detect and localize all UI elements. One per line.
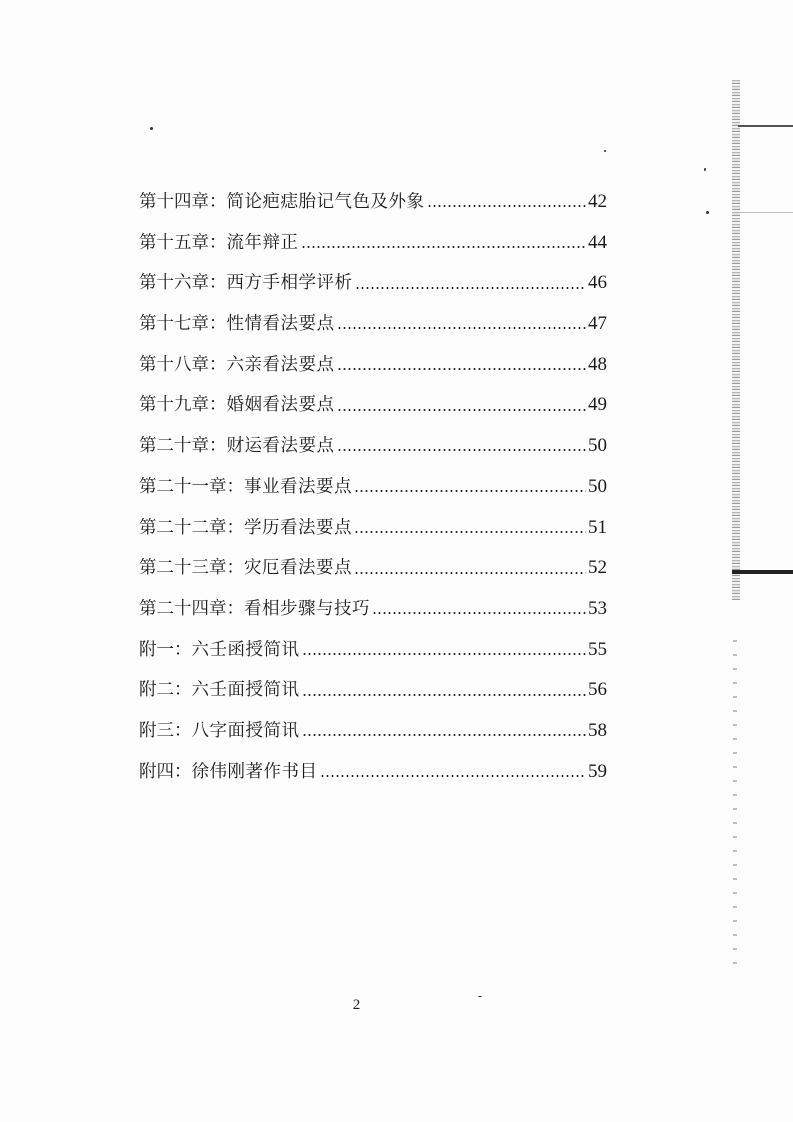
toc-entry (139, 548, 607, 589)
table-of-contents (139, 182, 607, 792)
toc-entry-title: 事业看法要点 (244, 476, 352, 497)
toc-entry-title: 简论疤痣胎记气色及外象 (226, 192, 425, 212)
toc-entry-label: 第二十一章： (139, 476, 244, 497)
scan-speck (704, 168, 706, 171)
toc-entry-title: 六壬面授简讯 (191, 680, 300, 701)
toc-entry (139, 711, 607, 752)
toc-entry (139, 630, 607, 671)
toc-entry (139, 304, 607, 345)
toc-entry (139, 426, 607, 467)
toc-dot-leader (302, 734, 587, 736)
toc-entry-label: 附一： (139, 639, 192, 660)
toc-entry-label: 附三： (139, 720, 192, 741)
toc-entry-title: 徐伟刚著作书目 (191, 761, 318, 782)
toc-dot-leader (302, 694, 587, 696)
toc-entry-page: 46 (588, 272, 607, 294)
toc-entry-title: 六壬函授简讯 (191, 639, 300, 660)
toc-entry (139, 263, 607, 304)
toc-entry-label: 第十七章： (139, 314, 227, 335)
toc-entry-label: 第十九章： (139, 395, 227, 416)
toc-entry-title: 六亲看法要点 (226, 354, 335, 375)
toc-dot-leader (355, 287, 587, 289)
toc-entry-label: 第十五章： (139, 232, 227, 253)
toc-entry (139, 223, 607, 264)
toc-entry (139, 385, 607, 426)
toc-entry-label: 第二十章： (139, 436, 227, 457)
toc-dot-leader (320, 775, 587, 777)
toc-entry-page: 42 (588, 191, 607, 212)
scan-edge-line (738, 212, 793, 213)
toc-entry-page: 58 (588, 719, 607, 741)
toc-entry-label: 第二十三章： (139, 558, 244, 579)
toc-entry-label: 第二十四章： (139, 598, 244, 619)
toc-entry-page: 53 (588, 597, 607, 619)
toc-entry (139, 508, 607, 549)
toc-entry-page: 51 (588, 516, 607, 538)
toc-entry-page: 49 (588, 394, 607, 416)
toc-entry-page: 44 (588, 231, 607, 253)
toc-entry-title: 学历看法要点 (244, 517, 352, 538)
toc-entry-label: 第十四章： (139, 192, 227, 212)
scan-speck (150, 127, 153, 130)
scan-edge-line (732, 570, 793, 574)
toc-entry-title: 灾厄看法要点 (244, 558, 352, 579)
scan-edge-line (738, 125, 793, 127)
toc-entry-label: 第十八章： (139, 354, 227, 375)
toc-dot-leader (337, 327, 587, 329)
toc-entry-title: 财运看法要点 (226, 436, 335, 457)
scan-speck (706, 211, 709, 214)
toc-dot-leader (337, 368, 587, 370)
toc-dot-leader (337, 409, 587, 411)
toc-entry-page: 50 (588, 435, 607, 457)
toc-entry-title: 西方手相学评析 (226, 273, 353, 294)
toc-entry-page: 50 (588, 475, 607, 497)
toc-entry (139, 467, 607, 508)
toc-entry (139, 182, 607, 223)
toc-dot-leader (354, 531, 586, 533)
toc-dot-leader (301, 246, 587, 248)
toc-dot-leader (354, 490, 586, 492)
toc-entry-title: 性情看法要点 (226, 314, 335, 335)
toc-entry-label: 第十六章： (139, 273, 227, 294)
toc-entry (139, 589, 607, 630)
scan-edge-artifact (732, 80, 740, 600)
toc-entry-title: 流年辩正 (226, 232, 299, 253)
toc-dot-leader (427, 205, 587, 207)
toc-dot-leader (372, 612, 586, 614)
scan-speck (604, 150, 606, 152)
scan-edge-artifact (733, 640, 737, 970)
toc-entry (139, 670, 607, 711)
toc-entry-title: 看相步骤与技巧 (244, 598, 370, 619)
toc-entry-label: 附四： (139, 761, 192, 782)
toc-entry-title: 婚姻看法要点 (226, 395, 335, 416)
toc-entry-page: 59 (588, 760, 607, 782)
toc-entry-label: 附二： (139, 680, 192, 701)
toc-entry-page: 55 (588, 638, 607, 660)
toc-entry-label: 第二十二章： (139, 517, 244, 538)
toc-dot-leader (354, 572, 586, 574)
toc-dot-leader (337, 449, 587, 451)
toc-entry (139, 752, 607, 793)
toc-entry (139, 345, 607, 386)
toc-entry-page: 52 (588, 557, 607, 579)
toc-entry-title: 八字面授简讯 (191, 720, 300, 741)
toc-entry-page: 48 (588, 353, 607, 375)
toc-entry-page: 56 (588, 679, 607, 701)
toc-entry-page: 47 (588, 313, 607, 335)
page-number: 2 (352, 997, 361, 1013)
toc-dot-leader (302, 653, 587, 655)
